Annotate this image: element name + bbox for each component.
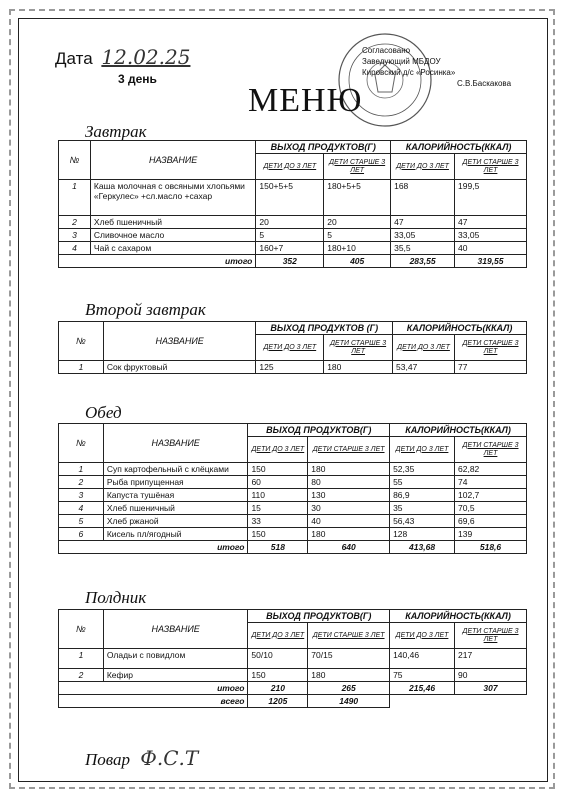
date-value: 12.02.25: [101, 45, 191, 69]
col-under3: ДЕТИ ДО 3 ЛЕТ: [248, 437, 308, 463]
kcal-under3: 35,5: [391, 242, 455, 255]
row-num: 1: [59, 361, 104, 374]
output-under3: 110: [248, 489, 308, 502]
section-title-lunch: Обед: [85, 403, 122, 422]
col-over3: ДЕТИ СТАРШЕ 3 ЛЕТ: [454, 335, 526, 361]
col-over3: ДЕТИ СТАРШЕ 3 ЛЕТ: [308, 623, 390, 649]
output-under3: 15: [248, 502, 308, 515]
col-over3: ДЕТИ СТАРШЕ 3 ЛЕТ: [455, 623, 527, 649]
output-over3: 180: [308, 669, 390, 682]
col-num: №: [59, 141, 91, 180]
row-num: 5: [59, 515, 104, 528]
grand-total-output-over3: 1490: [308, 695, 390, 708]
kcal-over3: 199,5: [455, 180, 527, 216]
output-over3: 5: [324, 229, 391, 242]
output-under3: 20: [256, 216, 324, 229]
output-over3: 180: [308, 463, 390, 476]
total-output-under3: 352: [256, 255, 324, 268]
output-over3: 180+5+5: [324, 180, 391, 216]
kcal-under3: 33,05: [391, 229, 455, 242]
kcal-over3: 217: [455, 649, 527, 669]
kcal-over3: 139: [455, 528, 527, 541]
col-name: НАЗВАНИЕ: [103, 610, 248, 649]
col-under3: ДЕТИ ДО 3 ЛЕТ: [256, 154, 324, 180]
output-over3: 180: [308, 528, 390, 541]
col-over3: ДЕТИ СТАРШЕ 3 ЛЕТ: [455, 437, 527, 463]
dish-name: Хлеб пшеничный: [90, 216, 255, 229]
output-under3: 150: [248, 669, 308, 682]
kcal-over3: 74: [455, 476, 527, 489]
total-kcal-over3: 518,6: [455, 541, 527, 554]
output-over3: 30: [308, 502, 390, 515]
grand-total-output-under3: 1205: [248, 695, 308, 708]
row-num: 4: [59, 502, 104, 515]
total-row: [59, 255, 527, 268]
output-under3: 50/10: [248, 649, 308, 669]
total-label: итого: [59, 255, 256, 268]
total-output-under3: 518: [248, 541, 308, 554]
table-row: [59, 528, 527, 541]
table-row: [59, 476, 527, 489]
col-output: ВЫХОД ПРОДУКТОВ (Г): [256, 322, 393, 335]
dish-name: Кисель пл/ягодный: [103, 528, 248, 541]
approval-block: [362, 45, 542, 89]
approval-line: Заведующий МБДОУ: [362, 57, 441, 66]
table-row: [59, 229, 527, 242]
total-kcal-over3: 319,55: [455, 255, 527, 268]
day-label: 3 день: [118, 72, 157, 86]
date-label: Дата: [55, 49, 93, 68]
approval-line: С.В.Баскакова: [457, 79, 512, 88]
col-num: №: [59, 610, 104, 649]
output-under3: 33: [248, 515, 308, 528]
row-num: 1: [59, 463, 104, 476]
row-num: 2: [59, 669, 104, 682]
output-under3: 160+7: [256, 242, 324, 255]
output-over3: 180+10: [324, 242, 391, 255]
output-over3: 20: [324, 216, 391, 229]
col-name: НАЗВАНИЕ: [103, 424, 248, 463]
output-under3: 150: [248, 463, 308, 476]
approval-line: Согласовано: [362, 46, 411, 55]
output-under3: 150+5+5: [256, 180, 324, 216]
dish-name: Кефир: [103, 669, 248, 682]
kcal-under3: 56,43: [390, 515, 455, 528]
kcal-over3: 102,7: [455, 489, 527, 502]
col-output: ВЫХОД ПРОДУКТОВ(Г): [256, 141, 391, 154]
col-under3: ДЕТИ ДО 3 ЛЕТ: [390, 437, 455, 463]
col-under3: ДЕТИ ДО 3 ЛЕТ: [393, 335, 455, 361]
col-name: НАЗВАНИЕ: [90, 141, 255, 180]
section-title-snack: Полдник: [85, 588, 147, 607]
dish-name: Хлеб пшеничный: [103, 502, 248, 515]
dish-name: Рыба припущенная: [103, 476, 248, 489]
col-calories: КАЛОРИЙНОСТЬ(ККАЛ): [393, 322, 527, 335]
kcal-over3: 77: [454, 361, 526, 374]
empty-cell: [455, 695, 527, 708]
col-under3: ДЕТИ ДО 3 ЛЕТ: [256, 335, 324, 361]
row-num: 1: [59, 180, 91, 216]
kcal-under3: 128: [390, 528, 455, 541]
output-over3: 80: [308, 476, 390, 489]
output-over3: 70/15: [308, 649, 390, 669]
kcal-over3: 69,6: [455, 515, 527, 528]
total-kcal-under3: 215,46: [390, 682, 455, 695]
col-over3: ДЕТИ СТАРШЕ 3 ЛЕТ: [324, 154, 391, 180]
kcal-under3: 86,9: [390, 489, 455, 502]
output-over3: 130: [308, 489, 390, 502]
kcal-over3: 90: [455, 669, 527, 682]
output-over3: 40: [308, 515, 390, 528]
kcal-under3: 168: [391, 180, 455, 216]
col-under3: ДЕТИ ДО 3 ЛЕТ: [390, 623, 455, 649]
col-calories: КАЛОРИЙНОСТЬ(ККАЛ): [391, 141, 527, 154]
date-line: [55, 45, 190, 69]
total-kcal-under3: 283,55: [391, 255, 455, 268]
snack-table: [58, 609, 527, 708]
dish-name: Сок фруктовый: [103, 361, 256, 374]
dish-name: Хлеб ржаной: [103, 515, 248, 528]
col-calories: КАЛОРИЙНОСТЬ(ККАЛ): [390, 424, 527, 437]
row-num: 2: [59, 476, 104, 489]
row-num: 2: [59, 216, 91, 229]
total-output-over3: 640: [308, 541, 390, 554]
col-output: ВЫХОД ПРОДУКТОВ(Г): [248, 424, 390, 437]
row-num: 3: [59, 229, 91, 242]
col-calories: КАЛОРИЙНОСТЬ(ККАЛ): [390, 610, 527, 623]
output-under3: 5: [256, 229, 324, 242]
total-label: итого: [59, 541, 248, 554]
kcal-under3: 52,35: [390, 463, 455, 476]
kcal-over3: 40: [455, 242, 527, 255]
dish-name: Каша молочная с овсяными хлопьями «Геркулес» +сл.масло +сахар: [90, 180, 255, 216]
table-row: [59, 502, 527, 515]
table-row: [59, 669, 527, 682]
dish-name: Суп картофельный с клёцками: [103, 463, 248, 476]
kcal-over3: 47: [455, 216, 527, 229]
total-output-over3: 265: [308, 682, 390, 695]
row-num: 3: [59, 489, 104, 502]
total-kcal-under3: 413,68: [390, 541, 455, 554]
breakfast-table: [58, 140, 527, 268]
total-row: [59, 682, 527, 695]
cook-signature: Ф.С.Т: [140, 746, 199, 770]
table-row: [59, 242, 527, 255]
second-breakfast-table: [58, 321, 527, 374]
kcal-under3: 55: [390, 476, 455, 489]
table-row: [59, 489, 527, 502]
col-over3: ДЕТИ СТАРШЕ 3 ЛЕТ: [455, 154, 527, 180]
total-row: [59, 541, 527, 554]
dish-name: Оладьи с повидлом: [103, 649, 248, 669]
table-row: [59, 649, 527, 669]
col-num: №: [59, 424, 104, 463]
dish-name: Капуста тушёная: [103, 489, 248, 502]
col-over3: ДЕТИ СТАРШЕ 3 ЛЕТ: [324, 335, 393, 361]
kcal-over3: 70,5: [455, 502, 527, 515]
kcal-over3: 33,05: [455, 229, 527, 242]
row-num: 6: [59, 528, 104, 541]
col-output: ВЫХОД ПРОДУКТОВ(Г): [248, 610, 390, 623]
kcal-under3: 75: [390, 669, 455, 682]
kcal-under3: 35: [390, 502, 455, 515]
kcal-under3: 47: [391, 216, 455, 229]
total-label: итого: [59, 682, 248, 695]
output-over3: 180: [324, 361, 393, 374]
table-row: [59, 216, 527, 229]
table-row: [59, 463, 527, 476]
grand-total-row: [59, 695, 527, 708]
section-title-second-breakfast: Второй завтрак: [85, 300, 206, 319]
kcal-under3: 140,46: [390, 649, 455, 669]
col-under3: ДЕТИ ДО 3 ЛЕТ: [248, 623, 308, 649]
lunch-table: [58, 423, 527, 554]
table-row: [59, 515, 527, 528]
col-name: НАЗВАНИЕ: [103, 322, 256, 361]
col-over3: ДЕТИ СТАРШЕ 3 ЛЕТ: [308, 437, 390, 463]
kcal-under3: 53,47: [393, 361, 455, 374]
output-under3: 60: [248, 476, 308, 489]
grand-total-label: всего: [59, 695, 248, 708]
empty-cell: [390, 695, 455, 708]
dish-name: Сливочное масло: [90, 229, 255, 242]
total-output-over3: 405: [324, 255, 391, 268]
row-num: 1: [59, 649, 104, 669]
dish-name: Чай с сахаром: [90, 242, 255, 255]
row-num: 4: [59, 242, 91, 255]
page-title: МЕНЮ: [248, 82, 363, 119]
table-row: [59, 361, 527, 374]
section-title-breakfast: Завтрак: [85, 122, 147, 141]
approval-line: Кировский д/с «Росинка»: [362, 68, 456, 77]
table-row: [59, 180, 527, 216]
total-output-under3: 210: [248, 682, 308, 695]
kcal-over3: 62,82: [455, 463, 527, 476]
cook-label: Повар: [85, 750, 131, 769]
total-kcal-over3: 307: [455, 682, 527, 695]
output-under3: 150: [248, 528, 308, 541]
col-under3: ДЕТИ ДО 3 ЛЕТ: [391, 154, 455, 180]
col-num: №: [59, 322, 104, 361]
cook-line: [85, 746, 198, 770]
output-under3: 125: [256, 361, 324, 374]
